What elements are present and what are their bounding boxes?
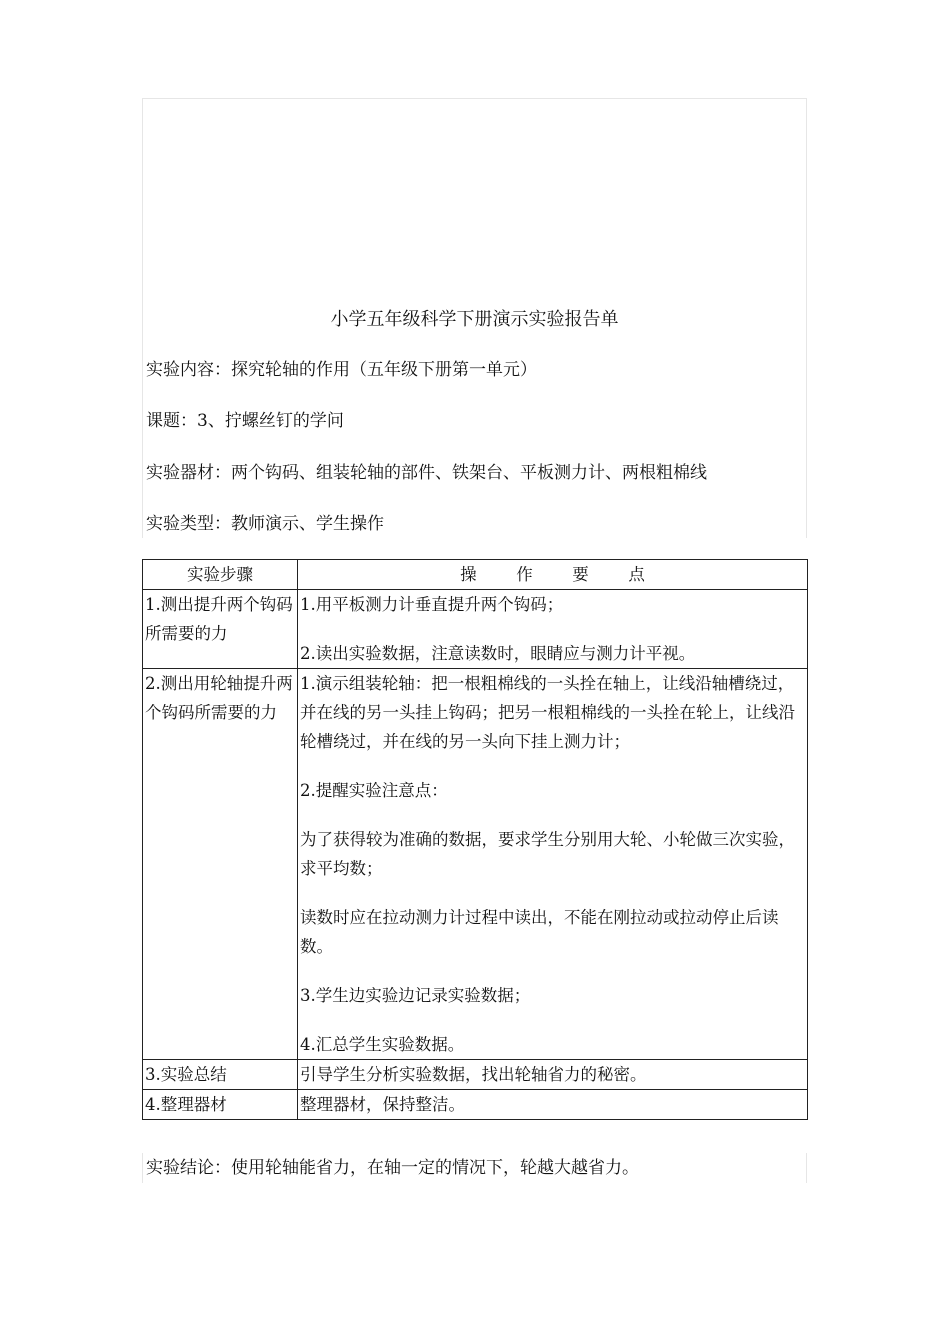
step-cell: 2.测出用轮轴提升两个钩码所需要的力 [143, 669, 298, 1060]
points-cell [298, 1060, 808, 1090]
experiment-materials: 实验器材：两个钩码、组装轮轴的部件、铁架台、平板测力计、两根粗棉线 [146, 463, 707, 483]
page-title: 小学五年级科学下册演示实验报告单 [330, 309, 619, 330]
header-points [298, 560, 808, 590]
step-cell: 4.整理器材 [143, 1090, 298, 1120]
table-header-row [143, 560, 808, 590]
experiment-topic: 课题：3、拧螺丝钉的学问 [146, 411, 344, 431]
table-row [143, 669, 808, 1060]
header-points-label: 操作要点 [460, 565, 685, 584]
point-text: 为了获得较为准确的数据，要求学生分别用大轮、小轮做三次实验，求平均数； [300, 830, 795, 878]
point-text: 1.演示组装轮轴：把一根粗棉线的一头拴在轴上，让线沿轴槽绕过，并在线的另一头挂上钩码；把另一根粗棉线的一头拴在轮上，让线沿轮槽绕过，并在线的另一头向下挂上测力计； [300, 674, 795, 751]
point-text: 引导学生分析实验数据，找出轮轴省力的秘密。 [300, 1065, 647, 1084]
point-text: 4.汇总学生实验数据。 [300, 1035, 465, 1054]
table-row [143, 1090, 808, 1120]
experiment-conclusion: 实验结论：使用轮轴能省力，在轴一定的情况下，轮越大越省力。 [146, 1158, 639, 1178]
steps-table [142, 559, 808, 1120]
experiment-type: 实验类型：教师演示、学生操作 [146, 514, 384, 534]
point-text: 1.用平板测力计垂直提升两个钩码； [300, 595, 564, 614]
points-cell [298, 669, 808, 1060]
point-text: 读数时应在拉动测力计过程中读出，不能在刚拉动或拉动停止后读数。 [300, 908, 779, 956]
point-text: 3.学生边实验边记录实验数据； [300, 986, 531, 1005]
point-text: 2.读出实验数据，注意读数时，眼睛应与测力计平视。 [300, 644, 696, 663]
point-text: 2.提醒实验注意点： [300, 781, 448, 800]
step-cell: 3.实验总结 [143, 1060, 298, 1090]
table-row [143, 1060, 808, 1090]
table-row [143, 590, 808, 669]
points-cell [298, 1090, 808, 1120]
experiment-content: 实验内容：探究轮轴的作用（五年级下册第一单元） [146, 360, 537, 380]
header-steps: 实验步骤 [143, 560, 298, 590]
step-cell: 1.测出提升两个钩码所需要的力 [143, 590, 298, 669]
point-text: 整理器材，保持整洁。 [300, 1095, 465, 1114]
points-cell [298, 590, 808, 669]
